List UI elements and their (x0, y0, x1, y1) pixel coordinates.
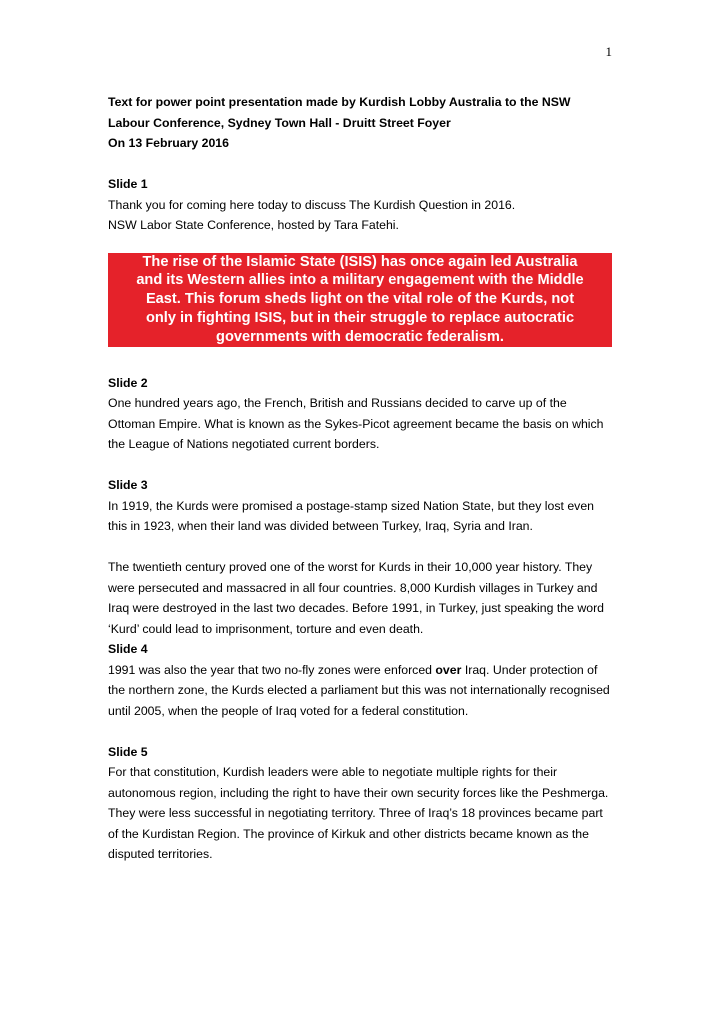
banner-line-1: The rise of the Islamic State (ISIS) has once again led Australia (142, 253, 578, 270)
slide-5-text: For that constitution, Kurdish leaders were able to negotiate multiple rights for their autonomous region, including the right to have their own security forces like the Peshmerga. They were less successful in negotiating territory. Three of Iraq’s 18 provinces became part of the Kurdistan Region. The province of Kirkuk and other districts became known as the disputed territories. (108, 765, 609, 861)
slide-4-section (108, 639, 616, 721)
slide-3-paragraph-1: In 1919, the Kurds were promised a postage-stamp sized Nation State, but they lost even this in 1923, when their land was divided between Turkey, Iraq, Syria and Iran. (108, 498, 595, 533)
slide-4-text-start: 1991 was also the year that two no-fly zones were enforced (108, 662, 436, 677)
slide-4-text (108, 660, 616, 722)
document-header (108, 92, 616, 154)
document-body (108, 92, 616, 865)
slide-2-text: One hundred years ago, the French, British and Russians decided to carve up of the Ottoman Empire. What is known as the Sykes-Picot agreement became the basis on which the League of Nations negotiated current borders. (108, 396, 604, 451)
slide-4-text-emphasis: over (435, 662, 462, 677)
banner-line-5: governments with democratic federalism. (216, 328, 504, 345)
slide-3-section (108, 475, 616, 639)
slide-1-line-1: Thank you for coming here today to discuss The Kurdish Question in 2016. (108, 197, 516, 212)
slide-5-section (108, 742, 616, 865)
slide-2-title: Slide 2 (108, 375, 148, 390)
slide-1-title: Slide 1 (108, 177, 148, 191)
banner-line-2: and its Western allies into a military engagement with the Middle (136, 272, 584, 289)
slide-5-title: Slide 5 (108, 744, 148, 759)
slide-2-section (108, 373, 616, 455)
slide-4-text-end: Iraq. Under protection of the northern zone, the Kurds elected a parliament but this was not internationally recognised until 2005, when the people of Iraq voted for a federal constitution. (108, 662, 610, 718)
banner-line-4: only in fighting ISIS, but in their struggle to replace autocratic (145, 309, 575, 326)
slide-1-line-2: NSW Labor State Conference, hosted by Tara Fatehi. (108, 218, 399, 232)
slide-1-banner (108, 253, 612, 347)
banner-line-3: East. This forum sheds light on the vital role of the Kurds, not (145, 291, 575, 308)
slide-3-paragraph-2: The twentieth century proved one of the worst for Kurds in their 10,000 year history. They were persecuted and massacred in all four countries. 8,000 Kurdish villages in Turkey and Iraq were destroyed in the last two decades. Before 1991, in Turkey, just speaking the word ‘Kurd’ could lead to imprisonment, torture and even death. (108, 560, 605, 636)
slide-3-title: Slide 3 (108, 478, 148, 492)
page-number: 1 (605, 44, 612, 59)
header-line-3: On 13 February 2016 (108, 136, 229, 150)
slide-4-title: Slide 4 (108, 642, 148, 656)
header-line-2: Labour Conference, Sydney Town Hall - Druitt Street Foyer (108, 115, 451, 130)
header-line-1: Text for power point presentation made by Kurdish Lobby Australia to the NSW (108, 95, 571, 109)
slide-1-section (108, 174, 616, 347)
